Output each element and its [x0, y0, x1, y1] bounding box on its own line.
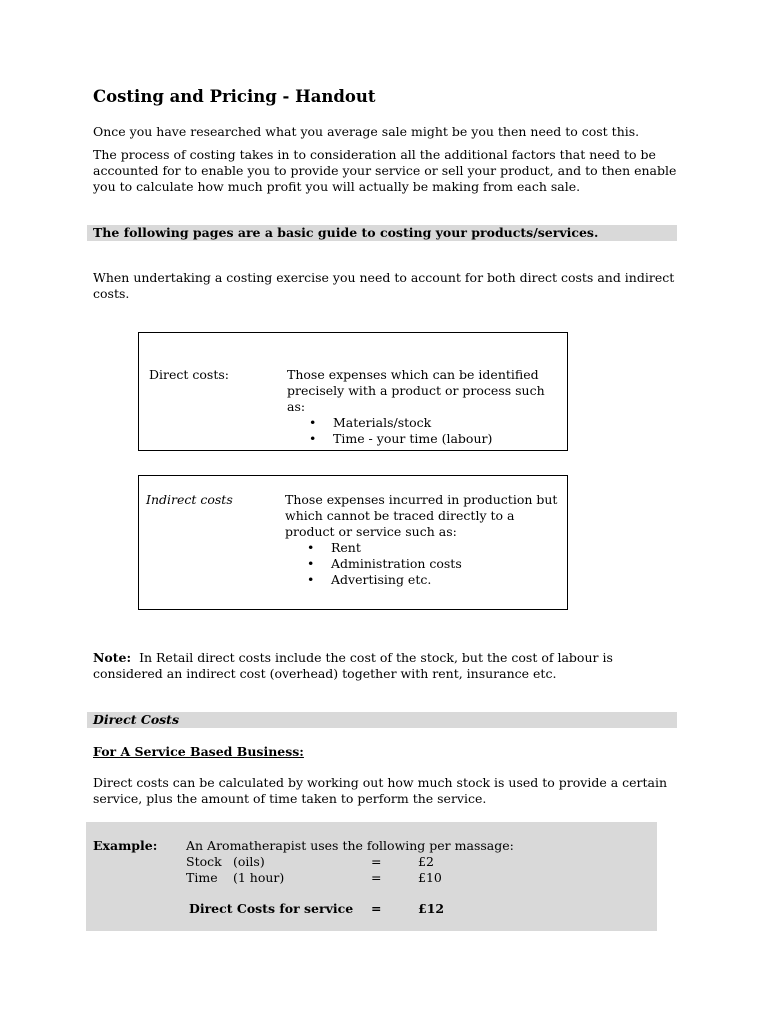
example-panel — [86, 822, 657, 931]
direct-costs-box — [138, 332, 568, 451]
example-row-time — [186, 870, 646, 886]
example-row-stock — [186, 854, 646, 870]
list-item: • Advertising etc. — [285, 572, 563, 588]
service-heading-text: For A Service Based Business: — [93, 744, 304, 759]
indirect-costs-list — [285, 540, 563, 588]
example-row-value: £2 — [418, 854, 434, 869]
costs-intro-paragraph: When undertaking a costing exercise you need to account for both direct costs and indirect costs. — [93, 270, 675, 301]
service-heading — [93, 744, 683, 760]
page-title: Costing and Pricing - Handout — [93, 87, 376, 106]
indirect-costs-label: Indirect costs — [146, 492, 233, 507]
example-intro: An Aromatherapist uses the following per massage: — [186, 838, 514, 853]
intro-paragraph-2: The process of costing takes in to consideration all the additional factors that need to be accounted for to enable you to provide your service or sell your product, and to then enable you to calculate how much profit you will actually be making from each sale. — [93, 147, 677, 194]
example-row-detail: (oils) — [233, 854, 265, 869]
example-total-row — [186, 901, 646, 917]
list-item: • Administration costs — [285, 556, 563, 572]
example-row-detail: (1 hour) — [233, 870, 285, 885]
direct-costs-label: Direct costs: — [149, 367, 229, 382]
service-paragraph: Direct costs can be calculated by working out how much stock is used to provide a certain service, plus the amount of time taken to perform the service. — [93, 775, 668, 806]
direct-costs-list — [287, 415, 562, 447]
direct-costs-banner: Direct Costs — [87, 712, 677, 728]
note-label: Note: — [93, 650, 132, 665]
example-label: Example: — [93, 838, 158, 853]
example-row-value: £10 — [418, 870, 442, 885]
indirect-costs-description: Those expenses incurred in production but which cannot be traced directly to a product or service such as: — [285, 492, 558, 539]
example-row-item: Stock — [186, 854, 222, 869]
indirect-costs-description-block — [285, 492, 563, 588]
list-item: • Rent — [285, 540, 563, 556]
example-total-value: £12 — [418, 901, 445, 916]
example-row-equals: = — [371, 854, 382, 869]
note-text: In Retail direct costs include the cost of the stock, but the cost of labour is considered an indirect cost (overhead) together with rent, insurance etc. — [93, 650, 613, 681]
direct-costs-description-block — [287, 367, 562, 447]
guide-banner: The following pages are a basic guide to costing your products/services. — [87, 225, 677, 241]
example-row-item: Time — [186, 870, 218, 885]
example-total-equals: = — [371, 901, 382, 916]
note-paragraph — [93, 650, 683, 682]
example-total-label: Direct Costs for service — [189, 901, 354, 916]
intro-paragraph-1: Once you have researched what you average sale might be you then need to cost this. — [93, 124, 640, 139]
example-row-equals: = — [371, 870, 382, 885]
list-item: • Materials/stock — [287, 415, 562, 431]
list-item: • Time - your time (labour) — [287, 431, 562, 447]
direct-costs-description: Those expenses which can be identified precisely with a product or process such as: — [287, 367, 545, 414]
indirect-costs-box — [138, 475, 568, 610]
